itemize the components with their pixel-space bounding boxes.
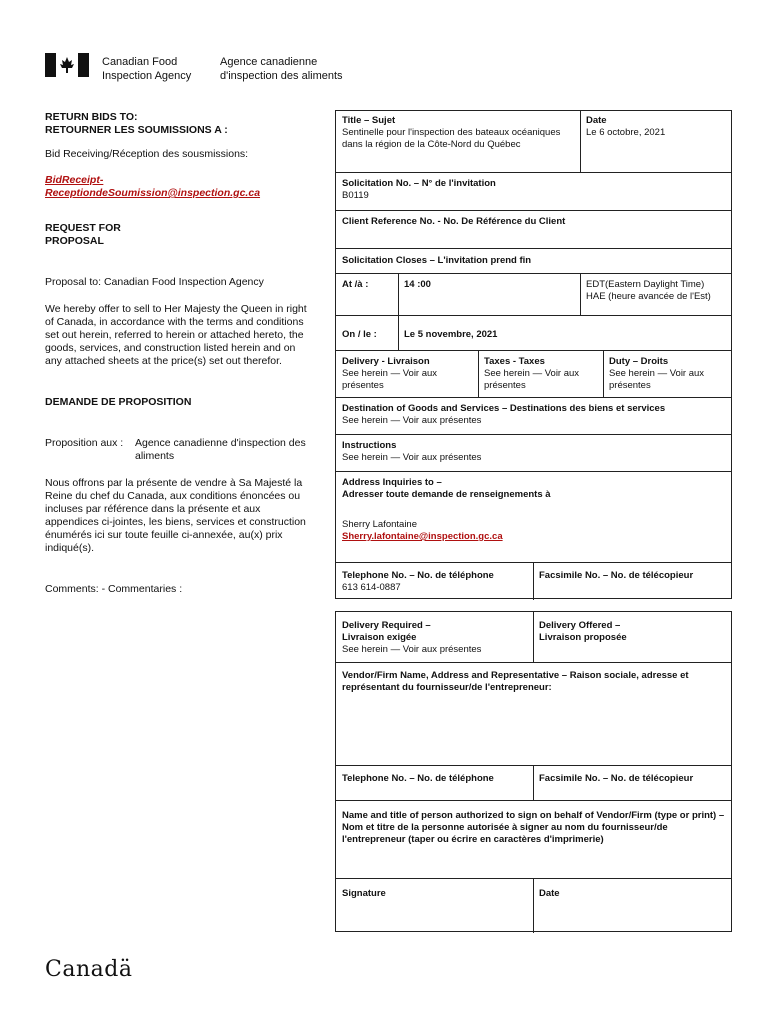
solicitation-no: Solicitation No. – N° de l'invitation B0119: [342, 178, 496, 201]
destination-cell: Destination of Goods and Services – Destinations des biens et services See herein — Voir aux présentes: [342, 403, 666, 426]
solicitation-form: [335, 110, 732, 599]
signature-cell[interactable]: Signature: [342, 888, 386, 899]
canada-flag-logo: [45, 53, 89, 77]
bid-email-link[interactable]: BidReceipt- ReceptiondeSoumission@inspection.gc.ca: [45, 174, 261, 199]
facsimile-cell: Facsimile No. – No. de télécopieur: [539, 570, 694, 581]
offer-fr: Nous offrons par la présente de vendre à Sa Majesté la Reine du chef du Canada, aux conditions énoncées ou incluses par référence dans la présente et aux appendices ci-jointes, les biens, services et construction énumérés ici sur toute feuille ci-annexée, au(x) prix indiqué(s).: [45, 477, 306, 554]
on-label: On / le :: [342, 329, 377, 340]
signature-date-cell[interactable]: Date: [539, 888, 560, 899]
contact-email-link[interactable]: Sherry.lafontaine@inspection.gc.ca: [342, 531, 503, 542]
delivery-offered-cell: Delivery Offered – Livraison proposée: [539, 620, 627, 643]
vendor-telephone-cell[interactable]: Telephone No. – No. de téléphone: [342, 773, 494, 784]
contact-name: Sherry Lafontaine: [342, 519, 417, 530]
proposal-to: Proposal to: Canadian Food Inspection Agency: [45, 276, 264, 288]
taxes-cell: Taxes - Taxes See herein — Voir aux présentes: [484, 356, 580, 391]
rfp-title: REQUEST FOR PROPOSAL: [45, 222, 121, 247]
instructions-cell: Instructions See herein — Voir aux présentes: [342, 440, 482, 463]
bid-receiving-label: Bid Receiving/Réception des sousmissions:: [45, 148, 249, 160]
duty-cell: Duty – Droits See herein — Voir aux présentes: [609, 356, 705, 391]
time-zone: EDT(Eastern Daylight Time) HAE (heure avancée de l'Est): [586, 279, 711, 302]
date-cell: Date Le 6 octobre, 2021: [586, 115, 666, 138]
title-cell: Title – Sujet Sentinelle pour l'inspection des bateaux océaniques dans la région de la Côte-Nord du Québec: [342, 115, 561, 150]
delivery-cell: Delivery - Livraison See herein — Voir aux présentes: [342, 356, 438, 391]
inquiries-cell: Address Inquiries to – Adresser toute demande de renseignements à Sherry Lafontaine Sherry.lafontaine@inspection.gc.ca: [336, 473, 731, 547]
on-date: Le 5 novembre, 2021: [404, 329, 498, 340]
delivery-required-cell: Delivery Required – Livraison exigée See herein — Voir aux présentes: [342, 620, 482, 655]
at-time: 14 :00: [404, 279, 431, 290]
return-bids-title: RETURN BIDS TO: RETOURNER LES SOUMISSIONS A :: [45, 111, 228, 136]
vendor-firm-cell[interactable]: Vendor/Firm Name, Address and Representative – Raison sociale, adresse et représentant du fournisseur/de l'entrepreneur:: [342, 670, 689, 693]
authorized-person-cell[interactable]: Name and title of person authorized to sign on behalf of Vendor/Firm (type or print) – Nom et titre de la personne autorisée à signer au nom du fournisseur/de l'entrepreneur (taper ou écrire en caractères d'imprimerie): [342, 810, 725, 845]
vendor-form: [335, 611, 732, 932]
at-label: At /à :: [342, 279, 369, 290]
proposition-aux: Proposition aux : Agence canadienne d'inspection des aliments: [45, 437, 306, 462]
comments-label: Comments: - Commentaries :: [45, 583, 183, 595]
demande-title: DEMANDE DE PROPOSITION: [45, 396, 192, 408]
offer-en: We hereby offer to sell to Her Majesty the Queen in right of Canada, in accordance with the terms and conditions set out herein, referred to herein or attached hereto, the goods, services, and construction listed herein and on any attached sheets at the price(s) set out therefor.: [45, 303, 307, 367]
canada-wordmark-logo: Canadä: [45, 957, 133, 982]
telephone-cell: Telephone No. – No. de téléphone 613 614-0887: [342, 570, 494, 593]
solicitation-closes: Solicitation Closes – L'invitation prend fin: [342, 255, 532, 266]
agency-name-fr: Agence canadienne d'inspection des aliments: [220, 56, 343, 82]
vendor-facsimile-cell[interactable]: Facsimile No. – No. de télécopieur: [539, 773, 694, 784]
agency-name-en: Canadian Food Inspection Agency: [102, 56, 192, 82]
client-reference: Client Reference No. - No. De Référence du Client: [342, 216, 566, 227]
